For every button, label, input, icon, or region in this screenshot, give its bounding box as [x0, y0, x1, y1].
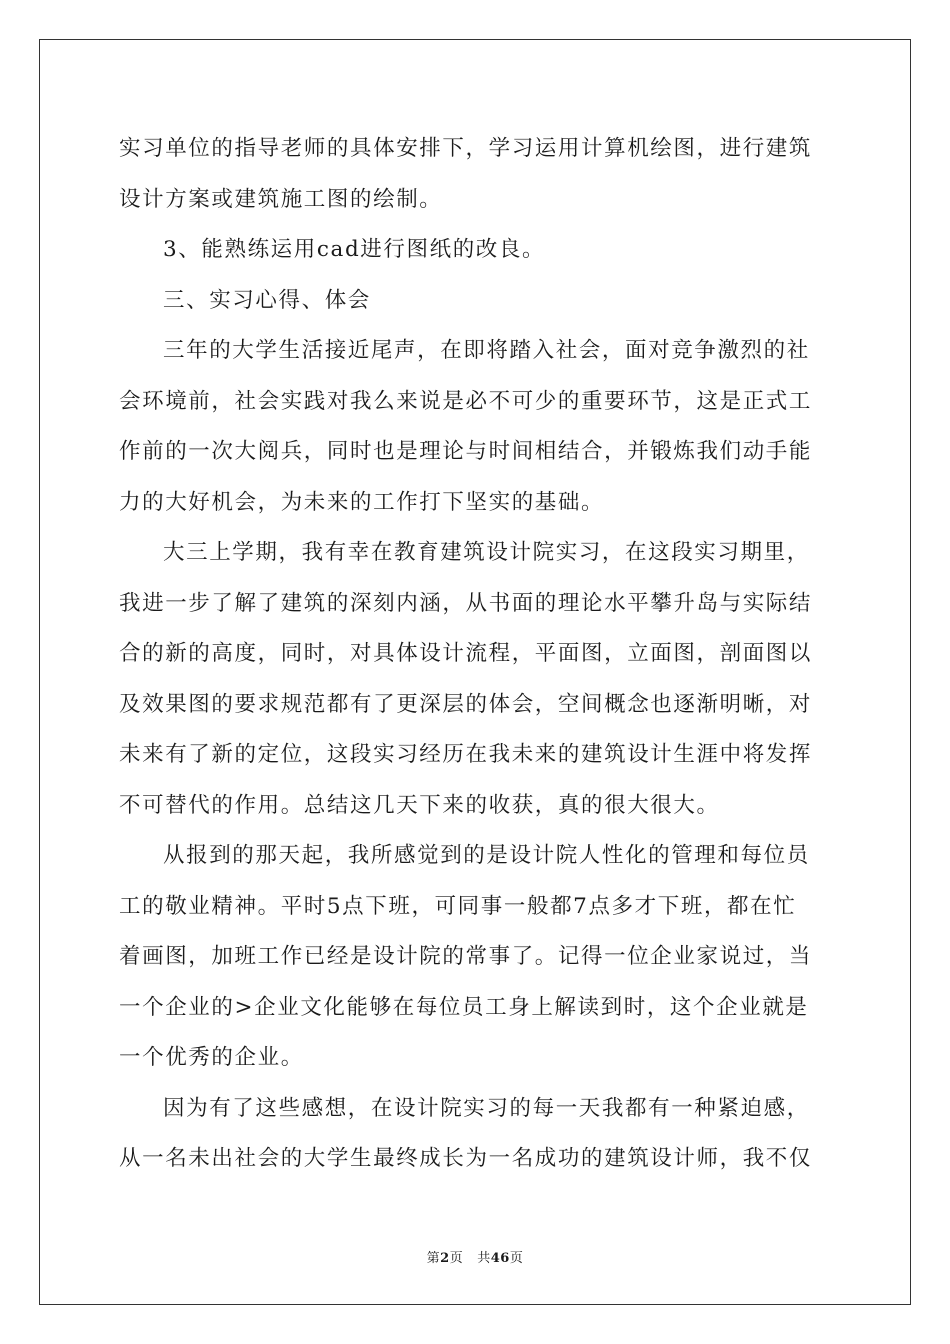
section-heading: 三、实习心得、体会	[163, 287, 371, 313]
document-body	[119, 124, 835, 1185]
text-line: 我进一步了解了建筑的深刻内涵，从书面的理论水平攀升岛与实际结	[119, 590, 813, 616]
footer-page-number: 2	[440, 1251, 450, 1266]
text-line: 不可替代的作用。总结这几天下来的收获，真的很大很大。	[119, 792, 720, 818]
text-line: 从一名未出社会的大学生最终成长为一名成功的建筑设计师，我不仅	[119, 1146, 813, 1171]
text-line: 合的新的高度，同时，对具体设计流程，平面图，立面图，剖面图以	[119, 641, 813, 666]
footer-page-prefix: 第	[426, 1251, 441, 1266]
text-line: 大三上学期，我有幸在教育建筑设计院实习，在这段实习期里，	[163, 540, 810, 565]
text-line: 及效果图的要求规范都有了更深层的体会，空间概念也逐渐明晰，对	[119, 691, 813, 717]
footer-total-pages: 46	[490, 1251, 510, 1266]
text-line: 一个企业的>企业文化能够在每位员工身上解读到时，这个企业就是	[119, 994, 809, 1020]
text-line: 未来有了新的定位，这段实习经历在我未来的建筑设计生涯中将发挥	[119, 742, 813, 767]
page-footer	[0, 1247, 950, 1266]
text-line: 作前的一次大阅兵，同时也是理论与时间相结合，并锻炼我们动手能	[119, 439, 813, 464]
text-line: 因为有了这些感想，在设计院实习的每一天我都有一种紧迫感，	[163, 1095, 810, 1121]
text-line: 一个优秀的企业。	[119, 1045, 304, 1070]
text-line: 工的敬业精神。平时5点下班，可同事一般都7点多才下班，都在忙	[119, 893, 797, 919]
text-line: 3、能熟练运用cad进行图纸的改良。	[163, 237, 546, 262]
text-line: 会环境前，社会实践对我么来说是必不可少的重要环节，这是正式工	[119, 388, 813, 414]
text-line: 力的大好机会，为未来的工作打下坚实的基础。	[119, 489, 605, 515]
text-line: 从报到的那天起，我所感觉到的是设计院人性化的管理和每位员	[163, 843, 810, 868]
text-line: 实习单位的指导老师的具体安排下，学习运用计算机绘图，进行建筑	[119, 136, 813, 161]
text-line: 着画图，加班工作已经是设计院的常事了。记得一位企业家说过，当	[119, 944, 813, 969]
text-line: 设计方案或建筑施工图的绘制。	[119, 186, 443, 212]
footer-total-suffix: 页	[509, 1251, 524, 1266]
text-line: 三年的大学生活接近尾声，在即将踏入社会，面对竞争激烈的社	[163, 338, 810, 363]
footer-page-suffix: 页	[449, 1251, 464, 1266]
footer-total-prefix: 共	[477, 1251, 491, 1266]
